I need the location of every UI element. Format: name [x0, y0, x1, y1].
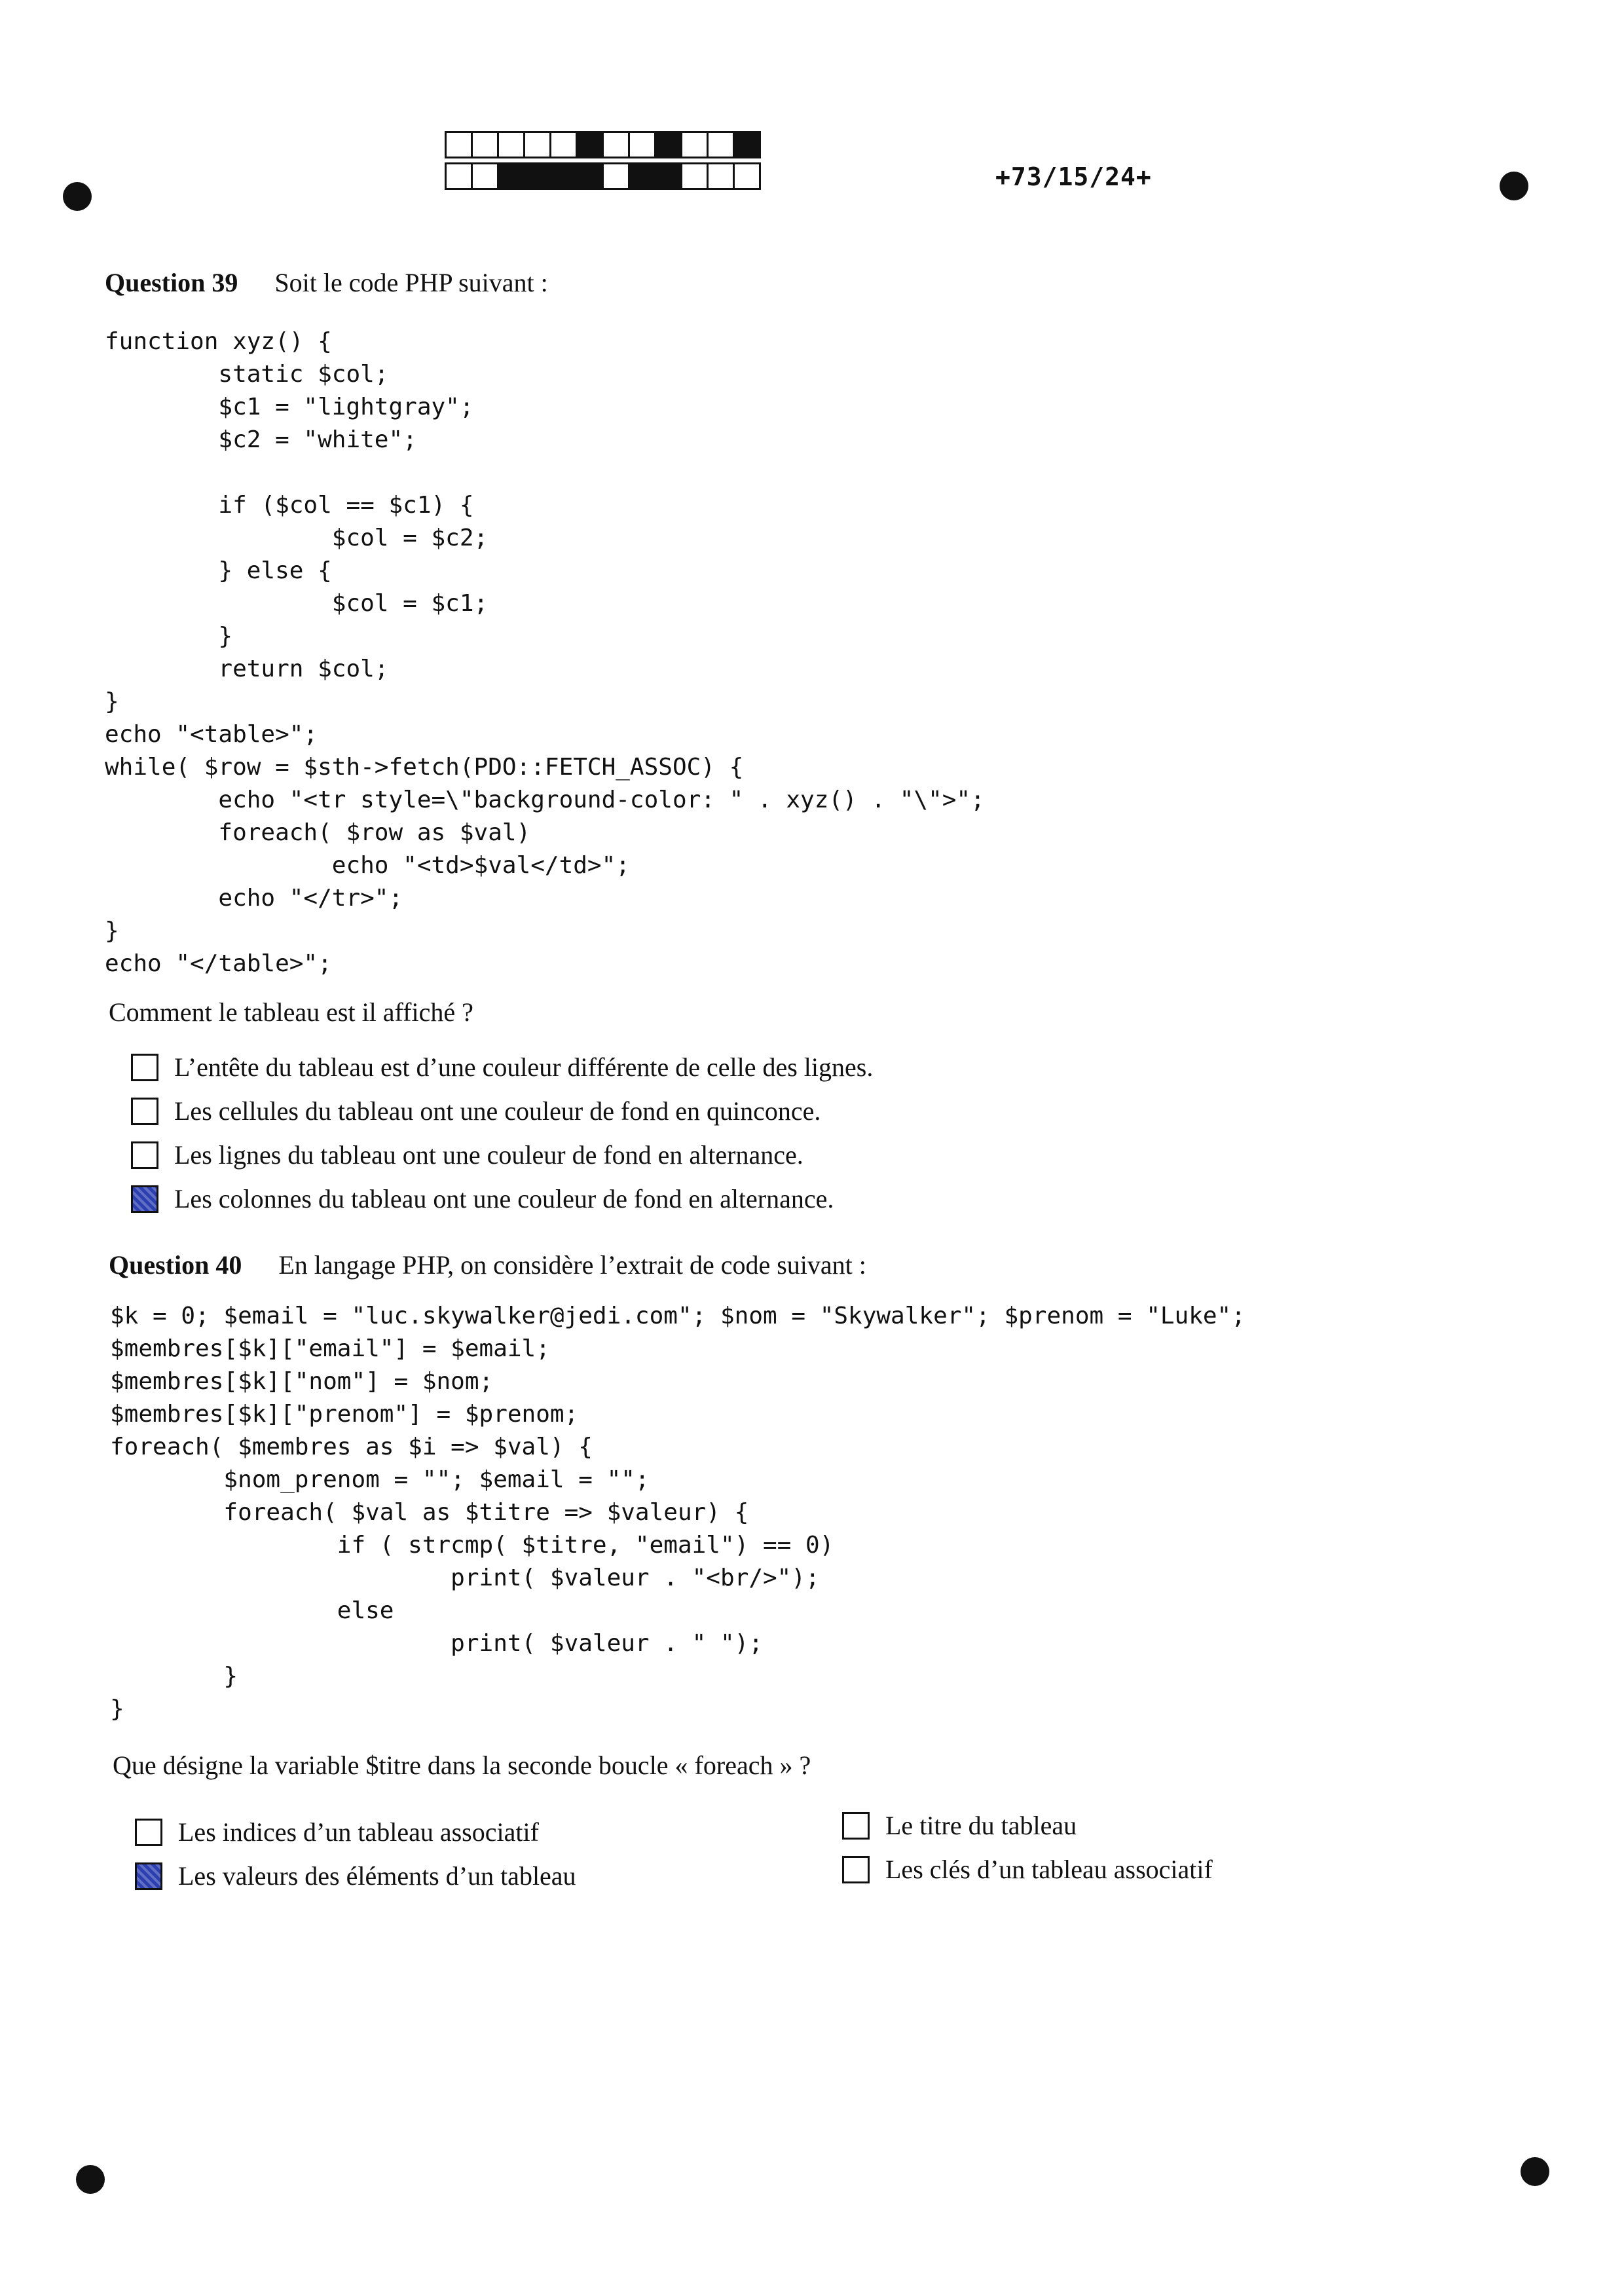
answer-checkbox[interactable] — [135, 1862, 162, 1890]
answer-label: Les cellules du tableau ont une couleur de fond en quinconce. — [174, 1096, 821, 1126]
answer-option[interactable] — [131, 1089, 1559, 1133]
barcode-cell — [654, 131, 682, 158]
question-39 — [105, 267, 1532, 298]
barcode-cell — [523, 131, 551, 158]
answer-label: Les clés d’un tableau associatif — [885, 1855, 1213, 1884]
barcode-cell — [602, 131, 630, 158]
page-id: +73/15/24+ — [995, 162, 1152, 191]
answer-checkbox[interactable] — [131, 1141, 158, 1169]
barcode-row-2 — [447, 162, 761, 190]
barcode-cell — [628, 162, 656, 190]
barcode-cell — [471, 131, 499, 158]
answer-list — [135, 1810, 1562, 1898]
barcode-cell — [602, 162, 630, 190]
answer-label: Les indices d’un tableau associatif — [178, 1817, 539, 1847]
answer-option[interactable] — [131, 1133, 1559, 1177]
answer-option[interactable] — [842, 1804, 1497, 1847]
question-39-code — [105, 325, 1532, 980]
barcode-cell — [707, 131, 735, 158]
code-block: function xyz() { static $col; $c1 = "lightgray"; $c2 = "white"; if ($col == $c1) { $col = $c2; } else { $col = $c1; } return $col; } echo "<table>"; while( $row = $sth->fetch(PDO::FETCH_ASSOC) { echo "<tr style=\"background-color: " . xyz() . "\">"; foreach( $row as $val) echo "<td>$val</td>"; echo "</tr>"; } echo "</table>"; — [105, 328, 985, 977]
answer-checkbox[interactable] — [131, 1098, 158, 1125]
answer-option[interactable] — [135, 1810, 842, 1854]
answer-checkbox[interactable] — [135, 1819, 162, 1846]
answer-label: Les lignes du tableau ont une couleur de fond en alternance. — [174, 1140, 803, 1170]
answer-label: L’entête du tableau est d’une couleur différente de celle des lignes. — [174, 1052, 874, 1082]
barcode-cell — [680, 131, 709, 158]
question-header — [109, 1250, 1536, 1280]
barcode-cell — [628, 131, 656, 158]
answer-option[interactable] — [135, 1854, 842, 1898]
question-number: Question 39 — [105, 268, 238, 297]
barcode-cell — [707, 162, 735, 190]
barcode-cell — [445, 162, 473, 190]
barcode-cell — [549, 131, 578, 158]
barcode-cell — [654, 162, 682, 190]
answer-label: Les valeurs des éléments d’un tableau — [178, 1861, 576, 1891]
question-40-code — [110, 1300, 1538, 1726]
barcode-cell — [733, 162, 761, 190]
answer-checkbox[interactable] — [131, 1054, 158, 1081]
registration-mark-top-left — [63, 182, 92, 211]
code-block: $k = 0; $email = "luc.skywalker@jedi.com"; $nom = "Skywalker"; $prenom = "Luke"; $membres[$k]["email"] = $email; $membres[$k]["nom"] = $nom; $membres[$k]["prenom"] = $prenom; foreach( $membres as $i => $val) { $nom_prenom = ""; $email = ""; foreach( $val as $titre => $valeur) { if ( strcmp( $titre, "email") == 0) print( $valeur . "<br/>"); else print( $valeur . " "); } } — [110, 1303, 1246, 1722]
barcode-cell — [497, 162, 525, 190]
question-prompt: Comment le tableau est il affiché ? — [109, 997, 473, 1027]
barcode-cell — [523, 162, 551, 190]
question-header — [105, 267, 1532, 298]
barcode-cell — [680, 162, 709, 190]
registration-mark-bottom-right — [1521, 2157, 1549, 2186]
question-39-prompt — [109, 997, 1536, 1028]
barcode-row-1 — [447, 131, 761, 158]
registration-mark-top-right — [1500, 172, 1528, 200]
question-40 — [109, 1250, 1536, 1280]
answer-option[interactable] — [131, 1177, 1559, 1221]
answer-checkbox[interactable] — [131, 1185, 158, 1213]
question-40-choices — [135, 1810, 1562, 1898]
answer-checkbox[interactable] — [842, 1856, 870, 1883]
barcode-cell — [549, 162, 578, 190]
question-prompt: Que désigne la variable $titre dans la seconde boucle « foreach » ? — [113, 1750, 811, 1780]
barcode-cell — [471, 162, 499, 190]
question-number: Question 40 — [109, 1250, 242, 1280]
question-intro: En langage PHP, on considère l’extrait de code suivant : — [278, 1250, 866, 1280]
answer-label: Le titre du tableau — [885, 1811, 1077, 1840]
barcode-cell — [576, 131, 604, 158]
answer-checkbox[interactable] — [842, 1812, 870, 1840]
question-intro: Soit le code PHP suivant : — [274, 268, 548, 297]
answer-option[interactable] — [131, 1045, 1559, 1089]
question-39-choices — [131, 1045, 1559, 1221]
answer-option[interactable] — [842, 1847, 1497, 1891]
barcode-cell — [576, 162, 604, 190]
barcode-cell — [445, 131, 473, 158]
question-40-prompt — [113, 1750, 1540, 1781]
answer-label: Les colonnes du tableau ont une couleur de fond en alternance. — [174, 1184, 834, 1213]
barcode-cell — [733, 131, 761, 158]
page-barcode — [447, 131, 761, 194]
barcode-cell — [497, 131, 525, 158]
registration-mark-bottom-left — [76, 2165, 105, 2194]
answer-list — [131, 1045, 1559, 1221]
